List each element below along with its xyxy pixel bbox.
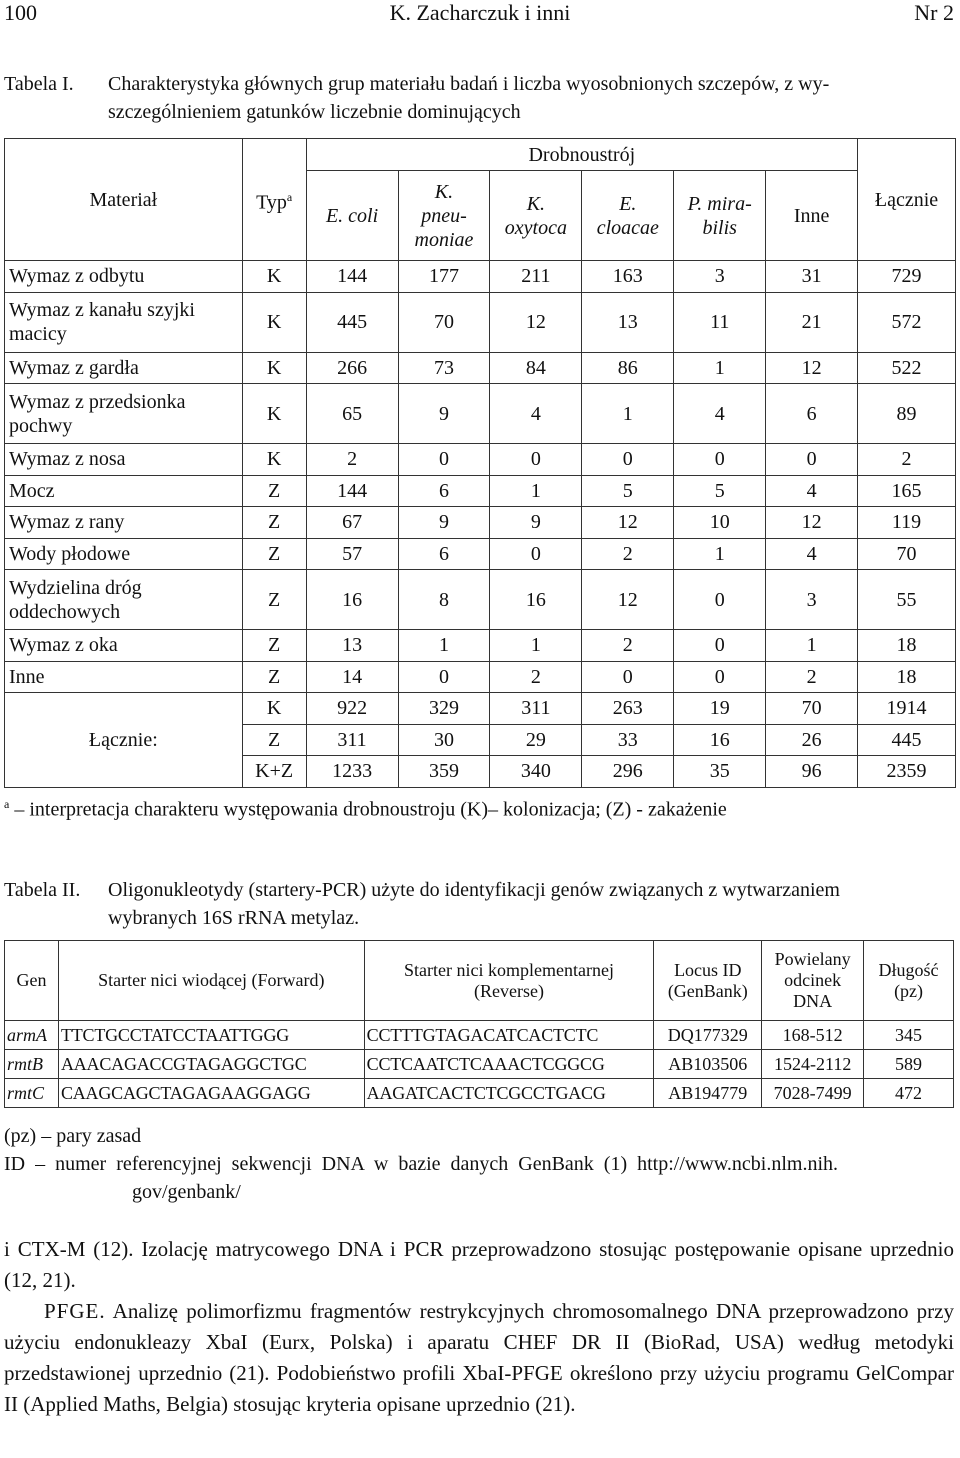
count-cell: 0 <box>398 444 490 476</box>
material-cell: Wody płodowe <box>5 538 243 570</box>
type-cell: Z <box>242 724 306 756</box>
t2-header-gen: Gen <box>5 941 59 1021</box>
count-cell: 263 <box>582 693 674 725</box>
count-cell: 266 <box>306 352 398 384</box>
t2-header-length: Długość (pz) <box>864 941 954 1021</box>
count-cell: 10 <box>674 507 766 539</box>
count-cell: 0 <box>674 661 766 693</box>
header-issue: Nr 2 <box>914 0 954 25</box>
count-cell: 70 <box>766 693 858 725</box>
count-cell: 5 <box>674 475 766 507</box>
count-cell: 12 <box>582 570 674 630</box>
table-row <box>5 661 956 693</box>
count-cell: 211 <box>490 261 582 293</box>
organism-line: moniae <box>414 228 474 251</box>
total-cell: 2 <box>858 444 956 476</box>
count-cell: 2 <box>582 630 674 662</box>
table-row <box>5 444 956 476</box>
table2-caption <box>4 876 956 936</box>
count-cell: 2 <box>490 661 582 693</box>
count-cell: 26 <box>766 724 858 756</box>
count-cell: 13 <box>306 630 398 662</box>
total-cell: 522 <box>858 352 956 384</box>
material-cell <box>5 384 243 444</box>
type-cell: K <box>242 693 306 725</box>
organism-line: K. <box>434 180 454 203</box>
count-cell: 84 <box>490 352 582 384</box>
count-cell: 1 <box>490 475 582 507</box>
material-cell: Wymaz z gardła <box>5 352 243 384</box>
caption-line: Charakterystyka głównych grup materiału badań i liczba wyosobnionych szczepów, z wy- <box>108 73 830 95</box>
count-cell: 0 <box>674 570 766 630</box>
count-cell: 1914 <box>858 693 956 725</box>
type-cell: Z <box>242 538 306 570</box>
note-id-cont: gov/genbank/ <box>132 1181 241 1203</box>
caption-line: Oligonukleotydy (startery-PCR) użyte do identyfikacji genów związanych z wytwarzaniem <box>108 879 840 901</box>
count-cell: 73 <box>398 352 490 384</box>
material-cell: Wymaz z odbytu <box>5 261 243 293</box>
count-cell: 1 <box>766 630 858 662</box>
count-cell: 14 <box>306 661 398 693</box>
total-cell: 89 <box>858 384 956 444</box>
caption-line: szczególnieniem gatunków liczebnie dominujących <box>108 101 521 123</box>
material-cell <box>5 570 243 630</box>
type-cell: K <box>242 261 306 293</box>
count-cell: 3 <box>674 261 766 293</box>
t2-header-locus: Locus ID (GenBank) <box>654 941 762 1021</box>
totals-row <box>5 693 956 725</box>
table-row <box>5 507 956 539</box>
count-cell: 0 <box>582 444 674 476</box>
organism-line: K. <box>526 192 546 215</box>
header-organism <box>490 171 582 261</box>
count-cell: 311 <box>306 724 398 756</box>
count-cell: 96 <box>766 756 858 788</box>
type-cell: K <box>242 292 306 352</box>
section-heading-pfge: PFGE. <box>44 1299 106 1323</box>
header-organism <box>674 171 766 261</box>
header-material: Materiał <box>5 139 243 261</box>
reverse-cell: AAGATCACTCTCGCCTGACG <box>364 1079 654 1108</box>
count-cell: 6 <box>398 538 490 570</box>
count-cell: 4 <box>766 475 858 507</box>
body-paragraph-2: PFGE. Analizę polimorfizmu fragmentów restrykcyjnych chromosomalnego DNA przeprowadzono przy użyciu endonukleazy XbaI (Eurx, Polska) i aparatu CHEF DR II (BioRad, USA) według metodyki przedstawionej uprzednio (21). Podobieństwo profili XbaI-PFGE określono przy użyciu programu GelCompar II (Applied Maths, Belgia) stosując kryteria opisane uprzednio (21). <box>4 1299 954 1416</box>
count-cell: 16 <box>490 570 582 630</box>
count-cell: 144 <box>306 475 398 507</box>
table-row <box>5 538 956 570</box>
count-cell: 5 <box>582 475 674 507</box>
count-cell: 340 <box>490 756 582 788</box>
count-cell: 30 <box>398 724 490 756</box>
material-cell: Wymaz z oka <box>5 630 243 662</box>
length-cell: 472 <box>864 1079 954 1108</box>
header-organism <box>582 171 674 261</box>
running-header <box>0 0 960 30</box>
count-cell: 1 <box>490 630 582 662</box>
count-cell: 2 <box>306 444 398 476</box>
t2-header-amplicon: Powielany odcinek DNA <box>762 941 864 1021</box>
count-cell: 16 <box>674 724 766 756</box>
table2-caption-text <box>108 876 954 932</box>
amplicon-cell: 1524-2112 <box>762 1050 864 1079</box>
count-cell: 21 <box>766 292 858 352</box>
count-cell: 4 <box>490 384 582 444</box>
count-cell: 2359 <box>858 756 956 788</box>
t2-header-forward: Starter nici wiodącej (Forward) <box>58 941 364 1021</box>
count-cell: 359 <box>398 756 490 788</box>
type-cell: Z <box>242 661 306 693</box>
total-cell: 55 <box>858 570 956 630</box>
count-cell: 6 <box>766 384 858 444</box>
count-cell: 4 <box>674 384 766 444</box>
count-cell: 12 <box>490 292 582 352</box>
count-cell: 144 <box>306 261 398 293</box>
table2-notes <box>4 1122 956 1206</box>
count-cell: 12 <box>582 507 674 539</box>
table1-caption-text <box>108 70 954 126</box>
table1 <box>4 138 956 788</box>
total-cell: 729 <box>858 261 956 293</box>
count-cell: 13 <box>582 292 674 352</box>
material-line: Wymaz z kanału szyjki <box>9 299 195 321</box>
count-cell: 311 <box>490 693 582 725</box>
count-cell: 3 <box>766 570 858 630</box>
count-cell: 329 <box>398 693 490 725</box>
table-row <box>5 1079 954 1108</box>
organism-line: E. coli <box>325 204 379 227</box>
table-row <box>5 475 956 507</box>
count-cell: 0 <box>582 661 674 693</box>
count-cell: 1 <box>674 538 766 570</box>
reverse-cell: CCTCAATCTCAAACTCGGCG <box>364 1050 654 1079</box>
total-cell: 119 <box>858 507 956 539</box>
header-organism-group: Drobnoustrój <box>306 139 857 171</box>
amplicon-cell: 7028-7499 <box>762 1079 864 1108</box>
locus-cell: AB103506 <box>654 1050 762 1079</box>
count-cell: 67 <box>306 507 398 539</box>
body-paragraph-1: i CTX-M (12). Izolację matrycowego DNA i PCR przeprowadzono stosując postępowanie opisane uprzednio (12, 21). <box>4 1237 954 1292</box>
type-cell: K <box>242 352 306 384</box>
count-cell: 57 <box>306 538 398 570</box>
header-organism <box>306 171 398 261</box>
count-cell: 177 <box>398 261 490 293</box>
organism-line: Inne <box>793 204 830 227</box>
table-row <box>5 352 956 384</box>
table-row <box>5 261 956 293</box>
type-cell: K <box>242 444 306 476</box>
count-cell: 296 <box>582 756 674 788</box>
type-cell: Z <box>242 507 306 539</box>
type-cell: Z <box>242 475 306 507</box>
table-row <box>5 384 956 444</box>
reverse-cell: CCTTTGTAGACATCACTCTC <box>364 1021 654 1050</box>
count-cell: 4 <box>766 538 858 570</box>
header-organism <box>766 171 858 261</box>
header-type: Typ$^a$ <box>242 139 306 261</box>
count-cell: 0 <box>674 630 766 662</box>
count-cell: 9 <box>398 384 490 444</box>
count-cell: 922 <box>306 693 398 725</box>
count-cell: 9 <box>490 507 582 539</box>
organism-line: cloacae <box>596 216 659 239</box>
count-cell: 2 <box>766 661 858 693</box>
table-row <box>5 1050 954 1079</box>
forward-cell: TTCTGCCTATCCTAATTGGG <box>58 1021 364 1050</box>
count-cell: 1233 <box>306 756 398 788</box>
header-authors: K. Zacharczuk i inni <box>389 0 571 25</box>
total-cell: 18 <box>858 630 956 662</box>
count-cell: 0 <box>674 444 766 476</box>
count-cell: 1 <box>582 384 674 444</box>
count-cell: 9 <box>398 507 490 539</box>
material-line: oddechowych <box>9 600 121 623</box>
type-cell: Z <box>242 630 306 662</box>
count-cell: 16 <box>306 570 398 630</box>
material-cell: Wymaz z rany <box>5 507 243 539</box>
count-cell: 35 <box>674 756 766 788</box>
count-cell: 70 <box>398 292 490 352</box>
type-cell: K <box>242 384 306 444</box>
count-cell: 19 <box>674 693 766 725</box>
gene-cell: rmtB <box>5 1050 59 1079</box>
count-cell: 0 <box>766 444 858 476</box>
forward-cell: AAACAGACCGTAGAGGCTGC <box>58 1050 364 1079</box>
table1-footnote: $^a$ – interpretacja charakteru występowania drobnoustroju (K)– kolonizacja; (Z) - zakażenie <box>4 797 727 821</box>
count-cell: 445 <box>306 292 398 352</box>
count-cell: 65 <box>306 384 398 444</box>
organism-line: E. <box>619 192 637 215</box>
length-cell: 345 <box>864 1021 954 1050</box>
count-cell: 1 <box>674 352 766 384</box>
total-cell: 165 <box>858 475 956 507</box>
table1-caption <box>4 70 956 130</box>
locus-cell: DQ177329 <box>654 1021 762 1050</box>
count-cell: 0 <box>490 538 582 570</box>
locus-cell: AB194779 <box>654 1079 762 1108</box>
table-row <box>5 292 956 352</box>
table1-caption-label: Tabela I. <box>4 73 74 95</box>
header-total: Łącznie <box>858 139 956 261</box>
count-cell: 445 <box>858 724 956 756</box>
organism-line: oxytoca <box>504 216 567 239</box>
page-number: 100 <box>4 0 37 25</box>
type-cell: Z <box>242 570 306 630</box>
count-cell: 11 <box>674 292 766 352</box>
count-cell: 12 <box>766 507 858 539</box>
table2 <box>4 940 954 1108</box>
organism-line: bilis <box>702 216 737 239</box>
material-line: Wydzielina dróg <box>9 576 142 599</box>
count-cell: 0 <box>398 661 490 693</box>
forward-cell: CAAGCAGCTAGAGAAGGAGG <box>58 1079 364 1108</box>
count-cell: 31 <box>766 261 858 293</box>
amplicon-cell: 168-512 <box>762 1021 864 1050</box>
note-id: ID – numer referencyjnej sekwencji DNA w bazie danych GenBank (1) http://www.ncbi.nlm.nih. <box>4 1153 839 1175</box>
material-cell <box>5 292 243 352</box>
count-cell: 6 <box>398 475 490 507</box>
table-row <box>5 570 956 630</box>
note-pz: (pz) – pary zasad <box>4 1125 142 1147</box>
count-cell: 1 <box>398 630 490 662</box>
material-cell: Inne <box>5 661 243 693</box>
material-cell: Wymaz z nosa <box>5 444 243 476</box>
material-line: Wymaz z przedsionka <box>9 390 186 413</box>
t2-header-reverse: Starter nici komplementarnej (Reverse) <box>364 941 654 1021</box>
length-cell: 589 <box>864 1050 954 1079</box>
table-row <box>5 630 956 662</box>
total-cell: 18 <box>858 661 956 693</box>
table-row <box>5 1021 954 1050</box>
material-cell: Mocz <box>5 475 243 507</box>
caption-line: wybranych 16S rRNA metylaz. <box>108 907 360 929</box>
gene-cell: rmtC <box>5 1079 59 1108</box>
organism-line: P. mira- <box>687 192 752 215</box>
organism-line: pneu- <box>421 204 467 227</box>
material-line: macicy <box>9 323 67 345</box>
count-cell: 29 <box>490 724 582 756</box>
total-cell: 572 <box>858 292 956 352</box>
table2-caption-label: Tabela II. <box>4 879 81 901</box>
count-cell: 2 <box>582 538 674 570</box>
type-cell: K+Z <box>242 756 306 788</box>
material-line: pochwy <box>9 414 73 437</box>
gene-cell: armA <box>5 1021 59 1050</box>
count-cell: 12 <box>766 352 858 384</box>
count-cell: 8 <box>398 570 490 630</box>
count-cell: 163 <box>582 261 674 293</box>
header-organism <box>398 171 490 261</box>
count-cell: 33 <box>582 724 674 756</box>
total-cell: 70 <box>858 538 956 570</box>
totals-label: Łącznie: <box>5 693 243 788</box>
count-cell: 86 <box>582 352 674 384</box>
count-cell: 0 <box>490 444 582 476</box>
